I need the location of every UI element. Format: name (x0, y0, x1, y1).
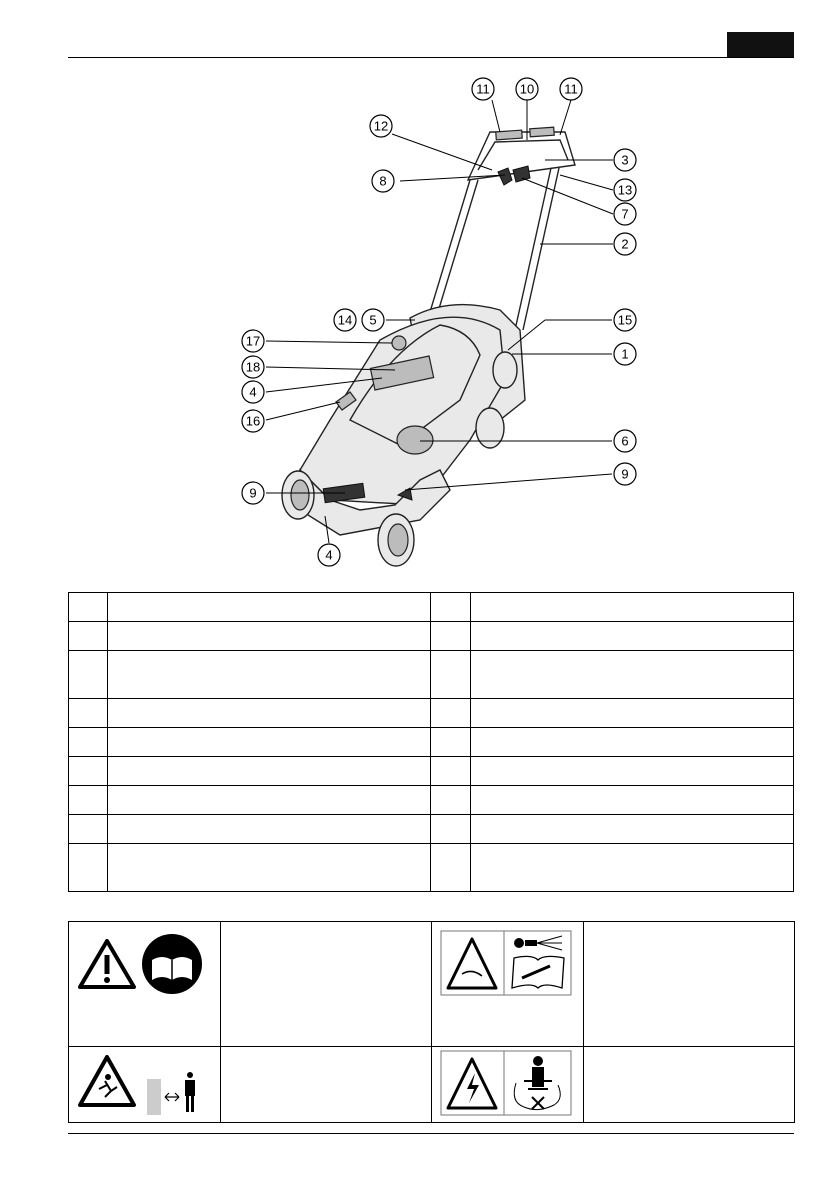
callout-16 (242, 410, 264, 432)
table-row (69, 728, 794, 757)
callout-11-left (472, 78, 494, 100)
table-row (69, 699, 794, 728)
parts-table (68, 592, 794, 892)
part-number (431, 728, 470, 757)
callout-10 (516, 78, 538, 100)
lawnmower-illustration (282, 127, 575, 566)
part-description (470, 728, 793, 757)
svg-text:5: 5 (369, 312, 377, 328)
part-number (431, 593, 470, 622)
callout-9-left (242, 482, 264, 504)
svg-text:16: 16 (245, 413, 261, 429)
part-description (108, 651, 431, 699)
part-number (69, 593, 108, 622)
part-number (69, 815, 108, 844)
part-number (69, 786, 108, 815)
svg-text:4: 4 (249, 384, 257, 400)
part-number (69, 651, 108, 699)
keep-bystanders-away-icon (69, 1047, 221, 1123)
callout-3 (614, 149, 636, 171)
svg-text:15: 15 (617, 312, 633, 328)
part-number (431, 699, 470, 728)
callout-9-right (614, 463, 636, 485)
svg-text:2: 2 (621, 236, 629, 252)
part-description (470, 757, 793, 786)
callout-13 (614, 179, 636, 201)
part-description (470, 651, 793, 699)
part-description (108, 728, 431, 757)
svg-text:9: 9 (621, 466, 629, 482)
part-description (108, 757, 431, 786)
callout-1 (614, 343, 636, 365)
callout-17 (242, 330, 264, 352)
svg-text:6: 6 (621, 433, 629, 449)
unplug-before-maintenance-icon (432, 922, 584, 1047)
part-description (108, 786, 431, 815)
callout-15 (614, 309, 636, 331)
callout-4-upper (242, 381, 264, 403)
callout-6 (614, 430, 636, 452)
part-number (431, 786, 470, 815)
part-description (470, 622, 793, 651)
warning-read-manual-icon (69, 922, 221, 1047)
part-description (470, 786, 793, 815)
svg-text:14: 14 (337, 312, 353, 328)
part-description (108, 844, 431, 892)
svg-text:7: 7 (621, 206, 629, 222)
symbol-text (584, 922, 795, 1047)
svg-text:3: 3 (621, 152, 629, 168)
table-row (69, 1047, 795, 1123)
table-row (69, 622, 794, 651)
table-row (69, 651, 794, 699)
callout-7 (614, 203, 636, 225)
part-number (69, 757, 108, 786)
part-number (431, 622, 470, 651)
part-description (470, 815, 793, 844)
svg-text:4: 4 (325, 547, 333, 563)
part-number (431, 651, 470, 699)
callout-5 (362, 309, 384, 331)
svg-text:10: 10 (519, 81, 535, 97)
table-row (69, 757, 794, 786)
svg-text:18: 18 (245, 359, 261, 375)
part-description (470, 844, 793, 892)
symbol-text (221, 922, 432, 1047)
part-description (470, 593, 793, 622)
part-description (470, 699, 793, 728)
svg-text:12: 12 (373, 118, 389, 134)
callout-12 (370, 115, 392, 137)
callout-11-right (560, 78, 582, 100)
part-number (69, 699, 108, 728)
electric-shock-cable-icon (432, 1047, 584, 1123)
part-number (431, 815, 470, 844)
table-row (69, 844, 794, 892)
part-description (108, 622, 431, 651)
table-row (69, 815, 794, 844)
svg-text:1: 1 (621, 346, 629, 362)
svg-text:11: 11 (564, 81, 578, 97)
part-number (431, 844, 470, 892)
callout-2 (614, 233, 636, 255)
safety-symbols-table (68, 921, 795, 1123)
footer-rule (68, 1133, 794, 1134)
callout-14 (334, 309, 356, 331)
table-row (69, 593, 794, 622)
table-row (69, 786, 794, 815)
part-number (431, 757, 470, 786)
callout-8 (372, 170, 394, 192)
svg-text:11: 11 (476, 81, 490, 97)
symbol-text (221, 1047, 432, 1123)
part-description (108, 699, 431, 728)
svg-text:13: 13 (617, 182, 633, 198)
lawnmower-diagram (0, 0, 839, 592)
table-row (69, 922, 795, 1047)
callout-4-lower (318, 544, 340, 566)
svg-text:9: 9 (249, 485, 257, 501)
part-description (108, 815, 431, 844)
svg-text:8: 8 (379, 173, 387, 189)
part-description (108, 593, 431, 622)
symbol-text (584, 1047, 795, 1123)
part-number (69, 622, 108, 651)
part-number (69, 844, 108, 892)
svg-text:17: 17 (245, 333, 261, 349)
part-number (69, 728, 108, 757)
callout-18 (242, 356, 264, 378)
